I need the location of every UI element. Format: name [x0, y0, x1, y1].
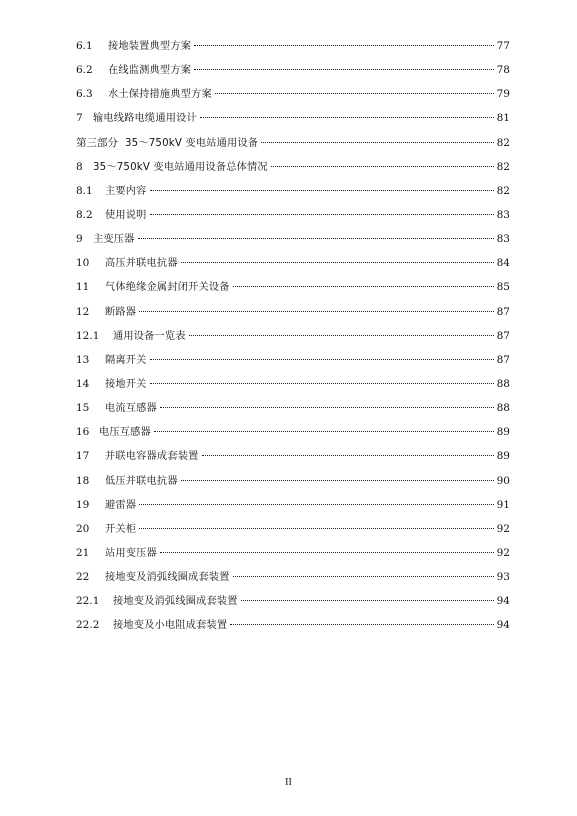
toc-entry[interactable]	[76, 231, 510, 255]
toc-entry-title: 水土保持措施典型方案	[108, 89, 212, 101]
toc-dot-leader	[233, 286, 494, 287]
toc-entry[interactable]	[76, 352, 510, 376]
toc-entry-number: 17	[76, 450, 90, 463]
toc-entry-number: 8.2	[76, 208, 93, 221]
toc-entry[interactable]	[76, 545, 510, 569]
toc-entry[interactable]	[76, 159, 510, 183]
toc-entry-page: 85	[496, 281, 510, 294]
toc-entry[interactable]	[76, 255, 510, 279]
toc-entry[interactable]	[76, 110, 510, 134]
toc-entry-title: 在线监测典型方案	[108, 65, 192, 77]
toc-entry-number: 16	[76, 426, 90, 439]
toc-dot-leader	[139, 311, 493, 312]
toc-entry[interactable]	[76, 183, 510, 207]
toc-entry-number: 7	[76, 112, 83, 125]
toc-dot-leader	[194, 69, 494, 70]
toc-dot-leader	[138, 238, 494, 239]
toc-entry-page: 79	[496, 88, 510, 101]
toc-entry-page: 88	[496, 377, 510, 390]
toc-entry-number: 第三部分	[76, 136, 118, 149]
toc-entry-title: 使用说明	[105, 209, 147, 221]
toc-entry[interactable]	[76, 473, 510, 497]
toc-entry-title: 高压并联电抗器	[105, 258, 178, 270]
toc-entry-title: 气体绝缘金属封闭开关设备	[105, 282, 230, 294]
toc-entry[interactable]	[76, 521, 510, 545]
toc-entry-page: 94	[496, 619, 510, 632]
toc-entry[interactable]	[76, 448, 510, 472]
toc-dot-leader	[150, 214, 494, 215]
toc-entry-title: 主变压器	[93, 234, 135, 246]
toc-entry-number: 22.2	[76, 619, 100, 632]
table-of-contents	[76, 38, 510, 642]
toc-entry-page: 91	[496, 498, 510, 511]
toc-entry-title: 低压并联电抗器	[105, 475, 178, 487]
toc-entry-page: 94	[496, 595, 510, 608]
toc-dot-leader	[160, 552, 494, 553]
page-number: II	[285, 777, 292, 788]
toc-entry-number: 18	[76, 474, 90, 487]
toc-entry-number: 10	[76, 257, 90, 270]
toc-entry-title: 接地装置典型方案	[108, 41, 192, 52]
toc-entry-title: 隔离开关	[105, 354, 147, 366]
toc-entry-page: 87	[496, 305, 510, 318]
toc-entry[interactable]	[76, 62, 510, 86]
toc-dot-leader	[181, 262, 494, 263]
toc-dot-leader	[200, 117, 494, 118]
toc-entry[interactable]	[76, 424, 510, 448]
toc-entry-title: 35～750kV 变电站通用设备总体情况	[93, 161, 268, 173]
toc-dot-leader	[194, 45, 494, 46]
toc-dot-leader	[154, 431, 494, 432]
toc-entry-number: 12	[76, 305, 90, 318]
toc-entry-page: 78	[496, 64, 510, 77]
toc-entry-title: 接地变及消弧线圈成套装置	[113, 596, 238, 608]
toc-entry-page: 82	[496, 184, 510, 197]
toc-entry-number: 19	[76, 498, 90, 511]
toc-dot-leader	[160, 407, 494, 408]
toc-entry[interactable]	[76, 304, 510, 328]
toc-entry-title: 站用变压器	[105, 547, 157, 559]
toc-entry[interactable]	[76, 86, 510, 110]
toc-entry-title: 开关柜	[105, 523, 137, 535]
toc-entry-number: 11	[76, 281, 90, 294]
toc-entry[interactable]	[76, 207, 510, 231]
toc-entry-number: 6.2	[76, 64, 93, 77]
toc-entry-page: 82	[496, 136, 510, 149]
toc-dot-leader	[189, 335, 494, 336]
toc-dot-leader	[233, 576, 494, 577]
toc-dot-leader	[261, 142, 493, 143]
toc-entry[interactable]	[76, 569, 510, 593]
toc-entry-number: 8	[76, 160, 83, 173]
toc-entry[interactable]	[76, 617, 510, 641]
toc-entry-page: 93	[496, 571, 510, 584]
toc-entry-title: 接地变及小电阻成套装置	[113, 620, 228, 632]
toc-entry-page: 90	[496, 474, 510, 487]
toc-entry-page: 87	[496, 353, 510, 366]
toc-entry-title: 通用设备一览表	[113, 330, 186, 342]
toc-entry-title: 电流互感器	[105, 403, 157, 415]
toc-entry-number: 22	[76, 571, 90, 584]
toc-entry[interactable]	[76, 279, 510, 303]
toc-dot-leader	[215, 93, 494, 94]
toc-entry-number: 8.1	[76, 184, 93, 197]
toc-entry-page: 81	[496, 112, 510, 125]
toc-entry-page: 88	[496, 402, 510, 415]
toc-entry-title: 并联电容器成套装置	[105, 451, 199, 463]
toc-entry[interactable]	[76, 497, 510, 521]
toc-entry-number: 13	[76, 353, 90, 366]
toc-entry-page: 92	[496, 546, 510, 559]
toc-entry-page: 89	[496, 426, 510, 439]
toc-entry-page: 87	[496, 329, 510, 342]
toc-entry-title: 主要内容	[105, 185, 147, 197]
toc-entry-title: 输电线路电缆通用设计	[93, 113, 197, 125]
toc-entry-title: 接地变及消弧线圈成套装置	[105, 572, 230, 584]
toc-entry-number: 6.3	[76, 88, 93, 101]
toc-entry-page: 89	[496, 450, 510, 463]
toc-entry[interactable]	[76, 376, 510, 400]
toc-dot-leader	[202, 455, 494, 456]
toc-entry-number: 22.1	[76, 595, 100, 608]
toc-entry-page: 77	[496, 40, 510, 52]
toc-entry-page: 92	[496, 522, 510, 535]
toc-entry-title: 断路器	[105, 306, 137, 318]
toc-entry-page: 84	[496, 257, 510, 270]
toc-entry-number: 6.1	[76, 40, 93, 52]
toc-entry-number: 12.1	[76, 329, 100, 342]
toc-dot-leader	[139, 528, 493, 529]
toc-entry[interactable]	[76, 328, 510, 352]
toc-entry-page: 83	[496, 208, 510, 221]
toc-dot-leader	[230, 624, 493, 625]
toc-dot-leader	[181, 480, 494, 481]
toc-dot-leader	[150, 359, 494, 360]
toc-dot-leader	[150, 383, 494, 384]
toc-dot-leader	[150, 190, 494, 191]
toc-entry[interactable]	[76, 400, 510, 424]
toc-entry-title: 避雷器	[105, 499, 137, 511]
toc-entry-number: 20	[76, 522, 90, 535]
toc-entry[interactable]	[76, 38, 510, 62]
toc-entry[interactable]	[76, 135, 510, 159]
toc-entry-number: 21	[76, 546, 90, 559]
toc-entry-title: 接地开关	[105, 378, 147, 390]
toc-entry[interactable]	[76, 593, 510, 617]
toc-entry-title: 电压互感器	[99, 427, 151, 439]
toc-entry-title: 35～750kV 变电站通用设备	[125, 137, 259, 149]
toc-entry-page: 82	[496, 160, 510, 173]
toc-dot-leader	[139, 504, 493, 505]
toc-entry-number: 9	[76, 233, 83, 246]
toc-dot-leader	[271, 166, 494, 167]
toc-entry-page: 83	[496, 233, 510, 246]
toc-dot-leader	[241, 600, 494, 601]
toc-entry-number: 14	[76, 377, 90, 390]
toc-entry-number: 15	[76, 402, 90, 415]
